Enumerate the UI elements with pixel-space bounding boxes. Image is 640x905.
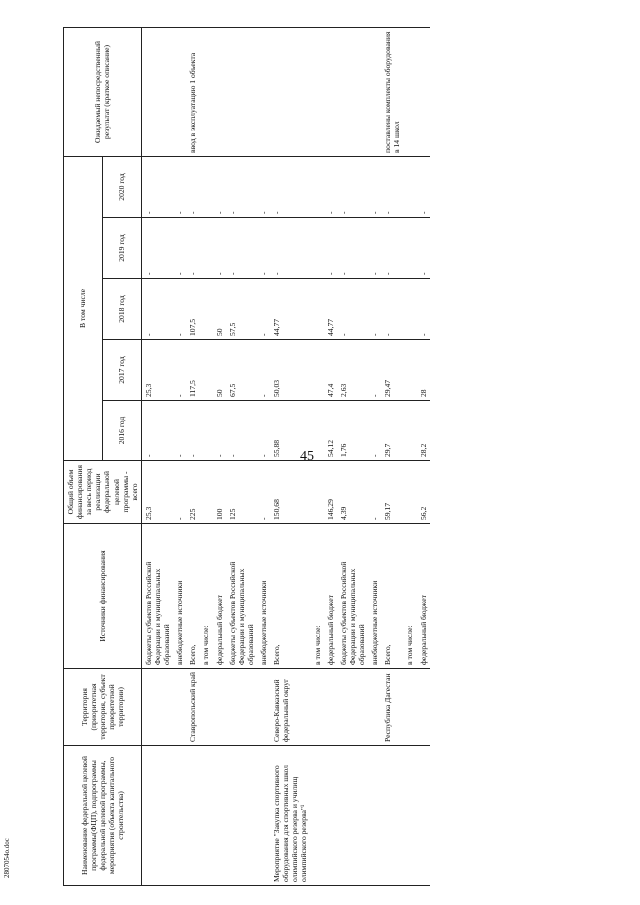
cell-2017: 50 (213, 340, 226, 401)
cell-2017: 67,5 (226, 340, 257, 401)
header-in-that-number: В том числе (64, 156, 103, 460)
cell-2019 (199, 218, 212, 279)
cell-program (311, 746, 324, 886)
cell-territory (417, 669, 430, 746)
cell-2020: - (270, 156, 310, 217)
cell-program (173, 746, 186, 886)
cell-territory: Северо-Кавказский федеральный округ (270, 669, 310, 746)
cell-2018: 107,5 (186, 279, 199, 340)
cell-source: в том числе: (199, 524, 212, 669)
header-territory: Территория (приоритетная территория, субъект приоритетной территории) (64, 669, 142, 746)
cell-2016: - (257, 401, 270, 461)
cell-2019: - (173, 218, 186, 279)
header-year-2018: 2018 год (102, 279, 141, 340)
financing-table (63, 27, 430, 886)
cell-2018: - (337, 279, 368, 340)
cell-territory (141, 669, 173, 746)
cell-source: бюджеты субъектов Российской Федерации и муниципальных образований (226, 524, 257, 669)
cell-territory (368, 669, 381, 746)
cell-2018: - (173, 279, 186, 340)
table-row (337, 27, 368, 885)
cell-result (324, 27, 337, 156)
cell-2019: - (226, 218, 257, 279)
table-row (186, 27, 199, 885)
cell-2020: - (186, 156, 199, 217)
cell-2018: - (417, 279, 430, 340)
cell-2018: 44,77 (324, 279, 337, 340)
cell-result (257, 27, 270, 156)
cell-result (270, 27, 310, 156)
cell-2017: - (173, 340, 186, 401)
cell-program (141, 746, 173, 886)
cell-2019 (311, 218, 324, 279)
cell-2017 (199, 340, 212, 401)
cell-2019: - (381, 218, 403, 279)
table-row (141, 27, 173, 885)
cell-2016: - (213, 401, 226, 461)
cell-program (324, 746, 337, 886)
cell-program: Мероприятие "Закупка спортивного оборудования для спортивных школ олимпийского резерва и училищ олимпийского резерва"¹ (270, 746, 310, 886)
cell-program (368, 746, 381, 886)
cell-territory (226, 669, 257, 746)
cell-total: 56,2 (417, 461, 430, 524)
cell-2016: - (186, 401, 199, 461)
cell-2017: 25,3 (141, 340, 173, 401)
cell-result (337, 27, 368, 156)
cell-source: в том числе: (403, 524, 416, 669)
cell-source: федеральный бюджет (213, 524, 226, 669)
table-row (368, 27, 381, 885)
financing-table-container (63, 28, 531, 886)
cell-result (417, 27, 430, 156)
page-number: 45 (300, 449, 314, 464)
cell-territory (403, 669, 416, 746)
cell-result (199, 27, 212, 156)
cell-2017: - (368, 340, 381, 401)
cell-2019: - (368, 218, 381, 279)
cell-total: 125 (226, 461, 257, 524)
cell-territory (324, 669, 337, 746)
cell-2020: - (257, 156, 270, 217)
cell-territory (173, 669, 186, 746)
cell-program (199, 746, 212, 886)
cell-2016 (199, 401, 212, 461)
cell-2017: 2,63 (337, 340, 368, 401)
cell-2018: - (141, 279, 173, 340)
cell-source: Всего, (186, 524, 199, 669)
table-row (226, 27, 257, 885)
cell-result: поставлены комплекты оборудования в 14 школ (381, 27, 403, 156)
cell-program (213, 746, 226, 886)
table-row (311, 27, 324, 885)
cell-2019: - (337, 218, 368, 279)
cell-2020: - (141, 156, 173, 217)
cell-2020: - (173, 156, 186, 217)
cell-2018: 57,5 (226, 279, 257, 340)
cell-result (403, 27, 416, 156)
cell-2017: 117,5 (186, 340, 199, 401)
cell-2020: - (324, 156, 337, 217)
cell-total (311, 461, 324, 524)
cell-source: внебюджетные источники (173, 524, 186, 669)
document-footer: 2807054o.doc (3, 838, 11, 878)
cell-territory: Республика Дагестан (381, 669, 403, 746)
cell-result (311, 27, 324, 156)
header-year-2016: 2016 год (102, 401, 141, 461)
cell-total: 100 (213, 461, 226, 524)
cell-source: бюджеты субъектов Российской Федерации и муниципальных образований (337, 524, 368, 669)
cell-2018 (311, 279, 324, 340)
cell-territory (311, 669, 324, 746)
table-row (199, 27, 212, 885)
cell-program (417, 746, 430, 886)
cell-total: 146,29 (324, 461, 337, 524)
cell-territory: Ставропольский край (186, 669, 199, 746)
cell-2020: - (381, 156, 403, 217)
cell-result (368, 27, 381, 156)
cell-2016: 1,76 (337, 401, 368, 461)
cell-source: федеральный бюджет (417, 524, 430, 669)
cell-2017: - (257, 340, 270, 401)
header-year-2019: 2019 год (102, 218, 141, 279)
cell-source: бюджеты субъектов Российской Федерации и муниципальных образований (141, 524, 173, 669)
cell-total: 59,17 (381, 461, 403, 524)
table-row (270, 27, 310, 885)
cell-2016: 54,12 (324, 401, 337, 461)
cell-2016: 28,2 (417, 401, 430, 461)
cell-result (213, 27, 226, 156)
cell-2017 (311, 340, 324, 401)
cell-2020 (311, 156, 324, 217)
table-row (417, 27, 430, 885)
cell-2017: 47,4 (324, 340, 337, 401)
table-row (403, 27, 416, 885)
cell-total: 25,3 (141, 461, 173, 524)
cell-2020: - (226, 156, 257, 217)
cell-2019: - (257, 218, 270, 279)
cell-total: - (173, 461, 186, 524)
cell-total: - (368, 461, 381, 524)
cell-total: 4,39 (337, 461, 368, 524)
header-total-volume: Общий объем финансирования за весь период реализации федеральной целевой программы - всего (64, 461, 142, 524)
cell-2016: 55,88 (270, 401, 310, 461)
cell-total: 150,68 (270, 461, 310, 524)
cell-2016: - (368, 401, 381, 461)
cell-2019: - (186, 218, 199, 279)
cell-source: федеральный бюджет (324, 524, 337, 669)
header-year-2020: 2020 год (102, 156, 141, 217)
table-body (141, 27, 429, 885)
table-row (324, 27, 337, 885)
cell-program (403, 746, 416, 886)
header-year-2017: 2017 год (102, 340, 141, 401)
cell-2018 (199, 279, 212, 340)
cell-2017: 50,03 (270, 340, 310, 401)
cell-program (186, 746, 199, 886)
cell-total (403, 461, 416, 524)
cell-program (337, 746, 368, 886)
cell-2018: - (381, 279, 403, 340)
cell-program (226, 746, 257, 886)
cell-total: - (257, 461, 270, 524)
cell-2016: - (226, 401, 257, 461)
cell-2017: 28 (417, 340, 430, 401)
cell-source: внебюджетные источники (257, 524, 270, 669)
cell-2019 (403, 218, 416, 279)
cell-2016: - (141, 401, 173, 461)
cell-source: Всего, (270, 524, 310, 669)
cell-territory (337, 669, 368, 746)
table-header (64, 27, 142, 885)
cell-result (226, 27, 257, 156)
cell-2020: - (337, 156, 368, 217)
cell-2019: - (324, 218, 337, 279)
cell-2020: - (368, 156, 381, 217)
cell-2018 (403, 279, 416, 340)
cell-2018: 50 (213, 279, 226, 340)
cell-2016: 29,7 (381, 401, 403, 461)
cell-result (141, 27, 173, 156)
cell-2019: - (213, 218, 226, 279)
cell-total: 225 (186, 461, 199, 524)
cell-source: в том числе: (311, 524, 324, 669)
cell-territory (199, 669, 212, 746)
table-row (173, 27, 186, 885)
cell-result (173, 27, 186, 156)
cell-total (199, 461, 212, 524)
cell-result: ввод в эксплуатацию 1 объекта (186, 27, 199, 156)
cell-2020 (403, 156, 416, 217)
header-program-name: Наименование федеральной целевой программы(ФЦП), подпрограммы федеральной целевой программы, мероприятия (объекта капитального строительства) (64, 746, 142, 886)
cell-territory (257, 669, 270, 746)
cell-source: внебюджетные источники (368, 524, 381, 669)
cell-2017 (403, 340, 416, 401)
table-row (213, 27, 226, 885)
cell-source: Всего, (381, 524, 403, 669)
cell-program (381, 746, 403, 886)
header-expected-result: Ожидаемый непосредственный результат (краткое описание) (64, 27, 142, 156)
table-row (381, 27, 403, 885)
cell-2017: 29,47 (381, 340, 403, 401)
cell-2018: 44,77 (270, 279, 310, 340)
cell-2016 (311, 401, 324, 461)
cell-2016: - (173, 401, 186, 461)
cell-2020 (199, 156, 212, 217)
cell-program (257, 746, 270, 886)
header-sources: Источники финансирования (64, 524, 142, 669)
cell-2016 (403, 401, 416, 461)
cell-2019: - (141, 218, 173, 279)
cell-2019: - (417, 218, 430, 279)
cell-2018: - (257, 279, 270, 340)
cell-2019: - (270, 218, 310, 279)
cell-territory (213, 669, 226, 746)
table-row (257, 27, 270, 885)
cell-2020: - (213, 156, 226, 217)
cell-2020: - (417, 156, 430, 217)
cell-2018: - (368, 279, 381, 340)
